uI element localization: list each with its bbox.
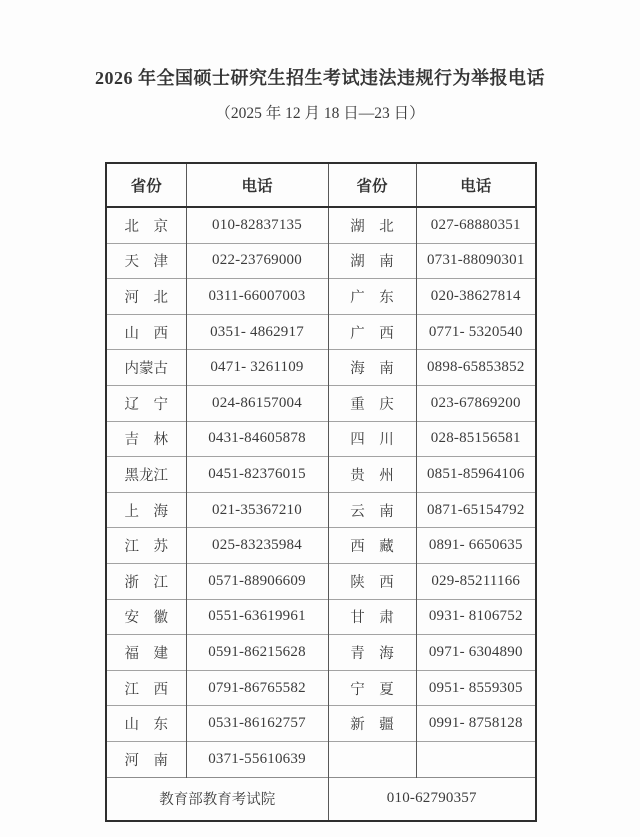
phone-cell: 027-68880351 [416, 207, 536, 243]
phone-cell: 029-85211166 [416, 563, 536, 599]
province-cell: 贵 州 [328, 457, 416, 493]
province-cell: 安 徽 [106, 599, 186, 635]
province-cell: 海 南 [328, 350, 416, 386]
column-header-province-left: 省份 [106, 163, 186, 207]
phone-cell: 0571-88906609 [186, 563, 328, 599]
phone-cell: 025-83235984 [186, 528, 328, 564]
phone-cell: 0891- 6650635 [416, 528, 536, 564]
table-row [106, 385, 536, 421]
table-row [106, 314, 536, 350]
phone-cell: 0971- 6304890 [416, 635, 536, 671]
province-cell: 江 西 [106, 670, 186, 706]
province-cell: 新 疆 [328, 706, 416, 742]
province-cell [328, 741, 416, 777]
phone-cell: 0991- 8758128 [416, 706, 536, 742]
phone-cell: 028-85156581 [416, 421, 536, 457]
phone-cell: 023-67869200 [416, 385, 536, 421]
phone-cell: 0311-66007003 [186, 279, 328, 315]
phone-cell: 024-86157004 [186, 385, 328, 421]
province-cell: 西 藏 [328, 528, 416, 564]
province-cell: 云 南 [328, 492, 416, 528]
phone-cell: 0351- 4862917 [186, 314, 328, 350]
phone-cell: 0851-85964106 [416, 457, 536, 493]
page-title: 2026 年全国硕士研究生招生考试违法违规行为举报电话 [95, 68, 545, 88]
province-cell: 福 建 [106, 635, 186, 671]
phone-cell: 0931- 8106752 [416, 599, 536, 635]
province-cell: 黑龙江 [106, 457, 186, 493]
column-header-phone-left: 电话 [186, 163, 328, 207]
table-row [106, 563, 536, 599]
province-cell: 山 东 [106, 706, 186, 742]
phone-cell: 022-23769000 [186, 243, 328, 279]
column-header-phone-right: 电话 [416, 163, 536, 207]
province-cell: 广 东 [328, 279, 416, 315]
phone-cell: 0771- 5320540 [416, 314, 536, 350]
province-cell: 陕 西 [328, 563, 416, 599]
province-cell: 浙 江 [106, 563, 186, 599]
phone-cell: 0531-86162757 [186, 706, 328, 742]
province-cell: 重 庆 [328, 385, 416, 421]
province-cell: 甘 肃 [328, 599, 416, 635]
phone-cell: 0371-55610639 [186, 741, 328, 777]
table-row [106, 207, 536, 243]
province-cell: 河 北 [106, 279, 186, 315]
phone-cell: 0551-63619961 [186, 599, 328, 635]
province-cell: 吉 林 [106, 421, 186, 457]
phone-cell: 0591-86215628 [186, 635, 328, 671]
phone-cell: 021-35367210 [186, 492, 328, 528]
phone-cell: 020-38627814 [416, 279, 536, 315]
table-row [106, 421, 536, 457]
province-cell: 江 苏 [106, 528, 186, 564]
table-row [106, 279, 536, 315]
table-row [106, 706, 536, 742]
province-cell: 宁 夏 [328, 670, 416, 706]
province-cell: 内蒙古 [106, 350, 186, 386]
province-cell: 河 南 [106, 741, 186, 777]
footer-org-cell: 教育部教育考试院 [106, 777, 328, 821]
province-cell: 青 海 [328, 635, 416, 671]
table-row [106, 599, 536, 635]
province-cell: 天 津 [106, 243, 186, 279]
province-cell: 广 西 [328, 314, 416, 350]
phone-cell: 0451-82376015 [186, 457, 328, 493]
phone-cell: 0471- 3261109 [186, 350, 328, 386]
page-subtitle: （2025 年 12 月 18 日—23 日） [215, 105, 425, 122]
table-row [106, 492, 536, 528]
province-cell: 上 海 [106, 492, 186, 528]
column-header-province-right: 省份 [328, 163, 416, 207]
province-cell: 辽 宁 [106, 385, 186, 421]
phone-cell: 0731-88090301 [416, 243, 536, 279]
table-row [106, 243, 536, 279]
phone-cell: 0431-84605878 [186, 421, 328, 457]
phone-cell: 010-82837135 [186, 207, 328, 243]
table-row [106, 457, 536, 493]
table-row [106, 670, 536, 706]
report-phone-table [105, 162, 537, 822]
province-cell: 北 京 [106, 207, 186, 243]
phone-cell: 0898-65853852 [416, 350, 536, 386]
table-row [106, 741, 536, 777]
phone-cell: 0951- 8559305 [416, 670, 536, 706]
phone-cell [416, 741, 536, 777]
table-row [106, 635, 536, 671]
header-row [106, 163, 536, 207]
province-cell: 山 西 [106, 314, 186, 350]
table-row [106, 528, 536, 564]
footer-row [106, 777, 536, 821]
table-body [106, 207, 536, 777]
province-cell: 湖 南 [328, 243, 416, 279]
footer-phone-cell: 010-62790357 [328, 777, 536, 821]
table-row [106, 350, 536, 386]
phone-cell: 0791-86765582 [186, 670, 328, 706]
phone-cell: 0871-65154792 [416, 492, 536, 528]
province-cell: 湖 北 [328, 207, 416, 243]
province-cell: 四 川 [328, 421, 416, 457]
